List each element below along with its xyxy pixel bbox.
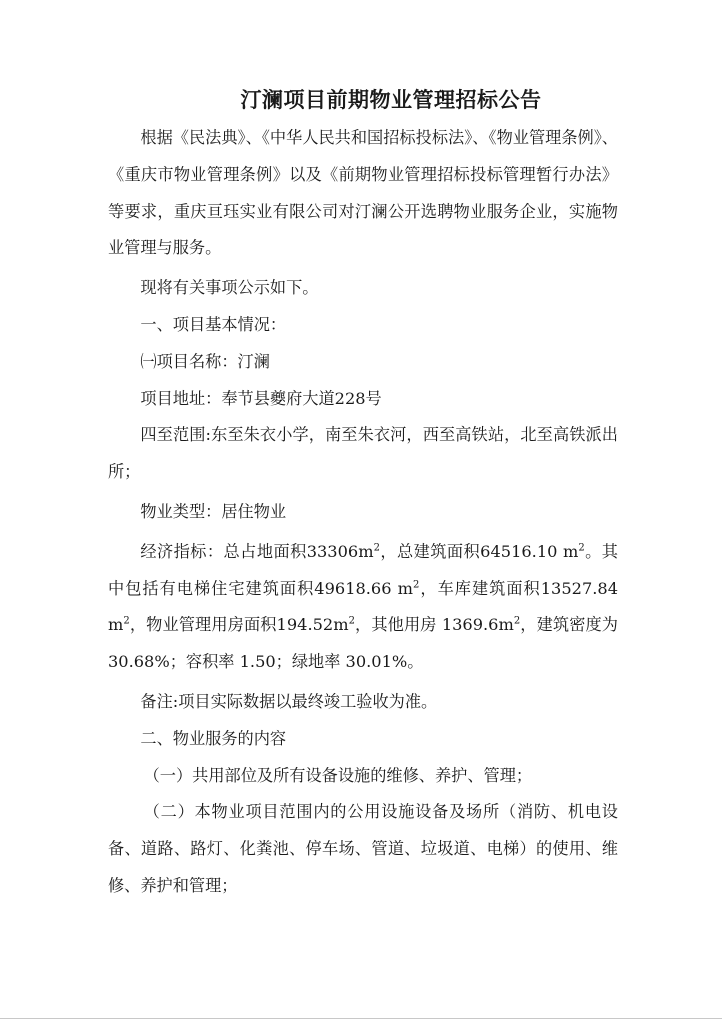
econ-part-d: ，车库建筑面积13527.84 m — [108, 578, 618, 635]
superscript-2: 2 — [578, 542, 585, 554]
service-item-1: （一）共用部位及所有设备设施的维修、养护、管理； — [143, 765, 533, 785]
superscript-2: 2 — [413, 579, 420, 591]
remark-paragraph: 备注:项目实际数据以最终竣工验收为准。 — [140, 691, 438, 711]
econ-part-e: ，物业管理用房面积194.52m — [129, 615, 349, 635]
page-bottom-divider — [0, 1018, 722, 1019]
project-boundary: 四至范围:东至朱衣小学，南至朱衣河，西至高铁站，北至高铁派出所； — [108, 425, 618, 482]
document-body — [108, 120, 618, 905]
econ-part-c: 。其中包括有电梯住宅建筑面积49618.66 m — [108, 541, 618, 598]
econ-part-g: ，建筑密度为30.68%；容积率 1.50；绿地率 30.01%。 — [108, 615, 618, 672]
property-type: 物业类型：居住物业 — [140, 501, 287, 521]
project-name: ㈠项目名称：汀澜 — [140, 351, 270, 371]
superscript-2: 2 — [348, 615, 355, 627]
econ-part-a: 经济指标：总占地面积33306m — [140, 541, 374, 561]
econ-part-b: ，总建筑面积64516.10 m — [379, 541, 579, 561]
economic-indicators — [108, 534, 618, 681]
intro-paragraph: 根据《民法典》、《中华人民共和国招标投标法》、《物业管理条例》、《重庆市物业管理条例》以及《前期物业管理招标投标管理暂行办法》等要求，重庆亘珏实业有限公司对汀澜公开选聘物业服务企业，实施物业管理与服务。 — [108, 128, 618, 258]
section-heading-basic-info: 一、项目基本情况： — [140, 314, 287, 334]
superscript-2: 2 — [123, 615, 130, 627]
superscript-2: 2 — [513, 615, 521, 627]
project-address: 项目地址：奉节县夔府大道228号 — [140, 388, 382, 408]
econ-part-f: ，其他用房 1369.6m — [354, 615, 514, 635]
announce-paragraph: 现将有关事项公示如下。 — [140, 278, 319, 298]
service-item-2: （二）本物业项目范围内的公用设施设备及场所（消防、机电设备、道路、路灯、化粪池、停车场、管道、垃圾道、电梯）的使用、维修、养护和管理； — [108, 802, 618, 895]
document-title: 汀澜项目前期物业管理招标公告 — [240, 87, 542, 112]
section-heading-services: 二、物业服务的内容 — [140, 728, 287, 748]
superscript-2: 2 — [373, 542, 380, 554]
